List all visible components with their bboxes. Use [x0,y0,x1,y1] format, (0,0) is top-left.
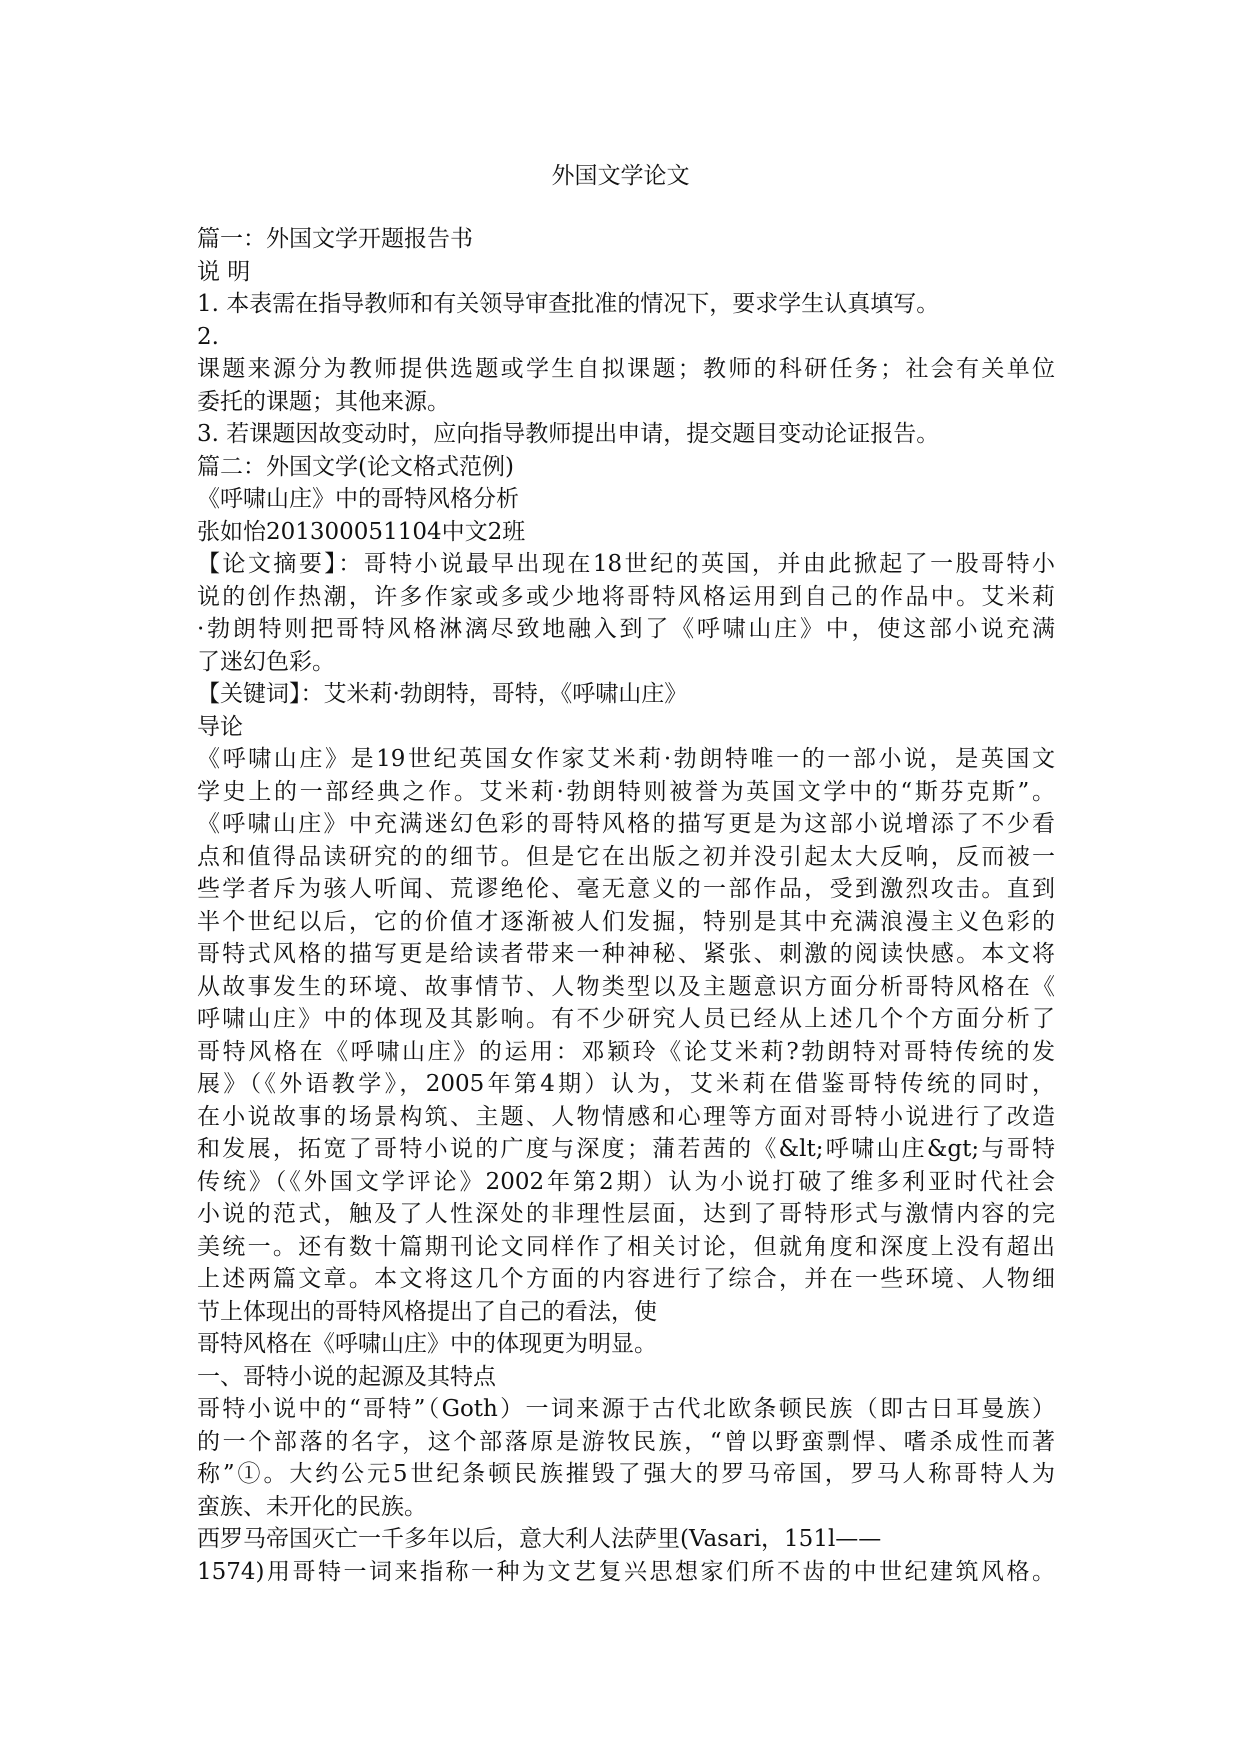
text-line: 呼啸山庄》中的体现及其影响。有不少研究人员已经从上述几个个方面分析了 [197,1006,1055,1032]
text-line: 哥特风格在《呼啸山庄》中的体现更为明显。 [197,1331,657,1357]
text-line: 的一个部落的名字，这个部落原是游牧民族，“曾以野蛮剽悍、嗜杀成性而著 [197,1428,1055,1455]
text-line: 哥特小说中的“哥特”（Goth）一词来源于古代北欧条顿民族（即古日耳曼族） [197,1396,1055,1422]
text-line: 篇二：外国文学(论文格式范例) [197,453,514,480]
text-line: 张如怡201300051104中文2班 [197,518,526,545]
text-line: 学史上的一部经典之作。艾米莉·勃朗特则被誉为英国文学中的“斯芬克斯”。 [197,778,1055,805]
text-line: 在小说故事的场景构筑、主题、人物情感和心理等方面对哥特小说进行了改造 [197,1103,1055,1130]
text-line: 【关键词】：艾米莉·勃朗特，哥特，《呼啸山庄》 [197,681,688,707]
text-line: 说 明 [197,258,251,285]
text-line: 1574)用哥特一词来指称一种为文艺复兴思想家们所不齿的中世纪建筑风格。 [197,1558,1055,1585]
text-line: 美统一。还有数十篇期刊论文同样作了相关讨论，但就角度和深度上没有超出 [197,1233,1055,1260]
text-line: 小说的范式，触及了人性深处的非理性层面，达到了哥特形式与激情内容的完 [197,1201,1055,1227]
text-line: 《呼啸山庄》中充满迷幻色彩的哥特风格的描写更是为这部小说增添了不少看 [197,811,1055,837]
document-body [197,223,1055,1588]
text-line: 点和值得品读研究的的细节。但是它在出版之初并没引起太大反响，反而被一 [197,843,1055,870]
text-line: ·勃朗特则把哥特风格淋漓尽致地融入到了《呼啸山庄》中，使这部小说充满 [197,616,1055,642]
text-line: 了迷幻色彩。 [197,648,335,675]
text-line: 课题来源分为教师提供选题或学生自拟课题；教师的科研任务；社会有关单位 [197,356,1055,382]
text-line: 从故事发生的环境、故事情节、人物类型以及主题意识方面分析哥特风格在《 [197,973,1055,1000]
text-line: 3. 若课题因故变动时，应向指导教师提出申请，提交题目变动论证报告。 [197,421,940,447]
text-line: 哥特式风格的描写更是给读者带来一种神秘、紧张、刺激的阅读快感。本文将 [197,941,1055,967]
document-title: 外国文学论文 [551,163,690,189]
text-line: 称”①。大约公元5世纪条顿民族摧毁了强大的罗马帝国，罗马人称哥特人为 [197,1461,1055,1487]
text-line: 【论文摘要】：哥特小说最早出现在18世纪的英国，并由此掀起了一股哥特小 [197,551,1055,577]
text-line: 展》（《外语教学》，2005年第4期）认为，艾米莉在借鉴哥特传统的同时， [197,1071,1055,1097]
text-line: 《呼啸山庄》是19世纪英国女作家艾米莉·勃朗特唯一的一部小说，是英国文 [197,746,1055,772]
text-line: 半个世纪以后，它的价值才逐渐被人们发掘，特别是其中充满浪漫主义色彩的 [197,908,1055,935]
text-line: 《呼啸山庄》中的哥特风格分析 [197,486,519,512]
text-line: 篇一：外国文学开题报告书 [197,226,473,252]
text-line: 蛮族、未开化的民族。 [197,1493,427,1520]
text-line: 导论 [197,713,243,740]
text-line: 些学者斥为骇人听闻、荒谬绝伦、毫无意义的一部作品，受到激烈攻击。直到 [197,876,1055,902]
text-line: 说的创作热潮，许多作家或多或少地将哥特风格运用到自己的作品中。艾米莉 [197,583,1055,610]
text-line: 节上体现出的哥特风格提出了自己的看法，使 [197,1298,657,1325]
text-line: 西罗马帝国灭亡一千多年以后，意大利人法萨里(Vasari，151l—— [197,1526,882,1552]
text-line: 哥特风格在《呼啸山庄》的运用：邓颖玲《论艾米莉?勃朗特对哥特传统的发 [197,1038,1055,1065]
text-line: 1. 本表需在指导教师和有关领导审查批准的情况下，要求学生认真填写。 [197,291,940,317]
text-line: 2. [197,323,219,350]
text-line: 委托的课题；其他来源。 [197,388,450,415]
text-line: 上述两篇文章。本文将这几个方面的内容进行了综合，并在一些环境、人物细 [197,1266,1055,1292]
text-line: 一、哥特小说的起源及其特点 [197,1363,496,1390]
text-line: 和发展，拓宽了哥特小说的广度与深度；蒲若茜的《&lt;呼啸山庄&gt;与哥特 [197,1136,1055,1162]
text-line: 传统》（《外国文学评论》2002年第2期）认为小说打破了维多利亚时代社会 [197,1168,1055,1195]
